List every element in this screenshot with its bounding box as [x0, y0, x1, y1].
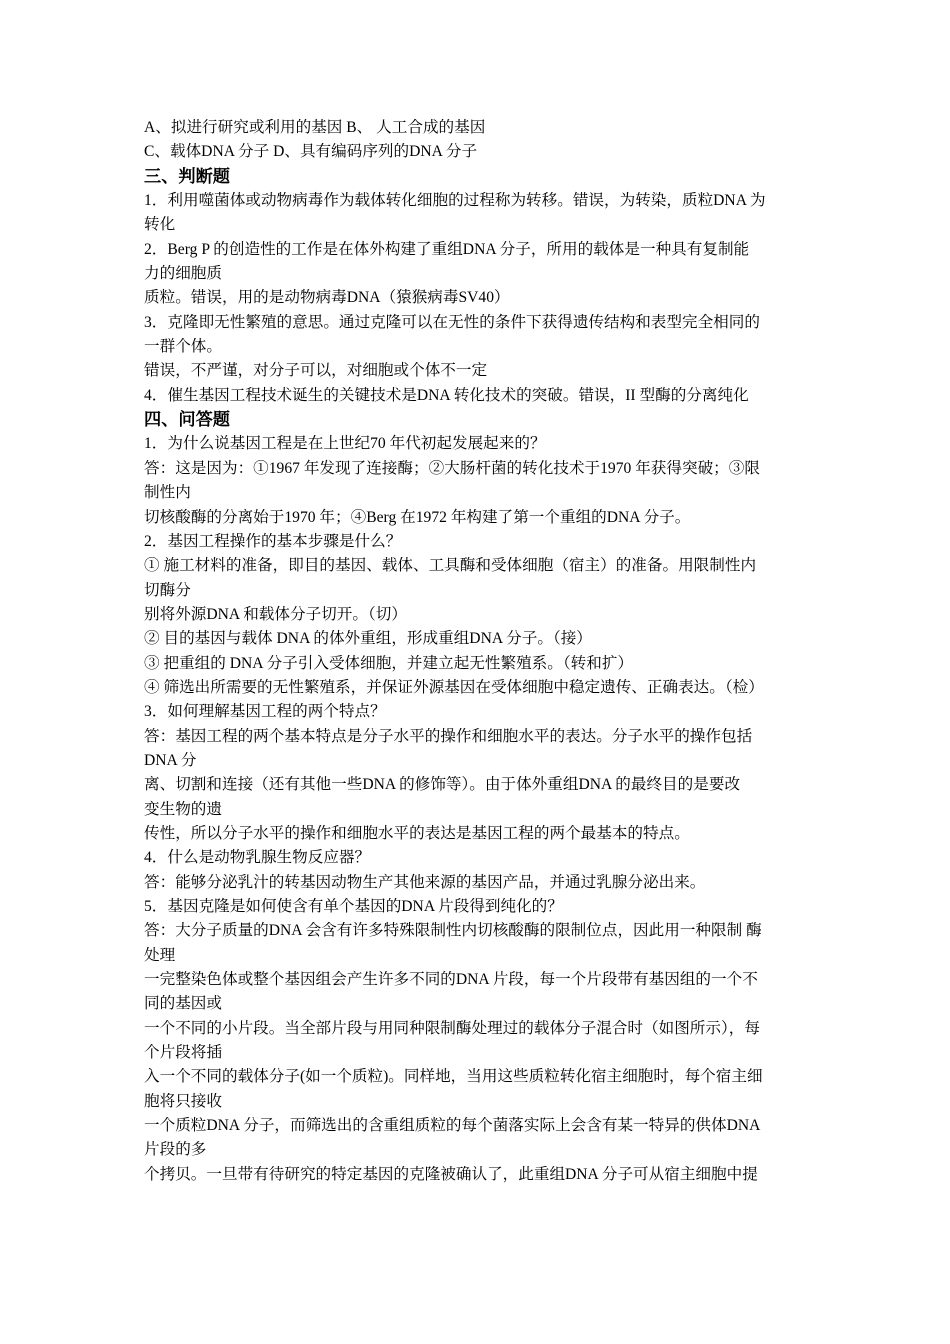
- text-line: ① 施工材料的准备，即目的基因、载体、工具酶和受体细胞（宿主）的准备。用限制性内: [144, 557, 757, 575]
- text-line: 变生物的遗: [144, 800, 222, 818]
- text-line: 力的细胞质: [144, 265, 222, 283]
- section-heading: 三、判断题: [144, 166, 230, 186]
- text-line: 答：大分子质量的DNA 会含有许多特殊限制性内切核酸酶的限制位点，因此用一种限制 酶: [144, 922, 762, 940]
- text-line: 切核酸酶的分离始于1970 年；④Berg 在1972 年构建了第一个重组的DNA 分子。: [144, 508, 691, 526]
- text-line: 离、切割和连接（还有其他一些DNA 的修饰等）。由于体外重组DNA 的最终目的是要改: [144, 776, 741, 794]
- document-body: [144, 116, 810, 1187]
- text-line: 1．为什么说基因工程是在上世纪70 年代初起发展起来的？: [144, 435, 546, 453]
- text-line: 答：这是因为：①1967 年发现了连接酶；②大肠杆菌的转化技术于1970 年获得突破；③限: [144, 459, 760, 477]
- text-line: 答：基因工程的两个基本特点是分子水平的操作和细胞水平的表达。分子水平的操作包括: [144, 727, 753, 745]
- text-line: 答：能够分泌乳汁的转基因动物生产其他来源的基因产品，并通过乳腺分泌出来。: [144, 873, 706, 891]
- section-heading: 四、问答题: [144, 410, 230, 430]
- text-line: C、载体DNA 分子 D、具有编码序列的DNA 分子: [144, 143, 478, 161]
- text-line: 3．如何理解基因工程的两个特点？: [144, 703, 386, 721]
- text-line: 错误，不严谨，对分子可以，对细胞或个体不一定: [144, 362, 488, 380]
- text-line: 切酶分: [144, 581, 191, 599]
- text-line: 片段的多: [144, 1141, 207, 1159]
- text-line: 1．利用噬菌体或动物病毒作为载体转化细胞的过程称为转移。错误，为转染，质粒DNA 为: [144, 192, 766, 210]
- text-line: ④ 筛选出所需要的无性繁殖系，并保证外源基因在受体细胞中稳定遗传、正确表达。（检）: [144, 678, 764, 696]
- text-line: 别将外源DNA 和载体分子切开。（切）: [144, 605, 407, 623]
- text-line: 个拷贝。一旦带有待研究的特定基因的克隆被确认了，此重组DNA 分子可从宿主细胞中提: [144, 1165, 758, 1183]
- text-line: 4．什么是动物乳腺生物反应器？: [144, 849, 371, 867]
- text-line: 一个不同的小片段。当全部片段与用同种限制酶处理过的载体分子混合时（如图所示），每: [144, 1019, 760, 1037]
- text-line: 一群个体。: [144, 338, 222, 356]
- text-line: 处理: [144, 946, 176, 964]
- text-line: A、拟进行研究或利用的基因 B、 人工合成的基因: [144, 119, 486, 136]
- text-line: 质粒。错误，用的是动物病毒DNA（猿猴病毒SV40）: [144, 289, 510, 307]
- text-line: DNA 分: [144, 751, 197, 769]
- text-line: 5．基因克隆是如何使含有单个基因的DNA 片段得到纯化的？: [144, 898, 563, 915]
- text-line: 转化: [144, 216, 176, 234]
- text-line: 一个质粒DNA 分子，而筛选出的含重组质粒的每个菌落实际上会含有某一特异的供体DNA: [144, 1117, 761, 1135]
- text-line: 制性内: [144, 484, 191, 502]
- text-line: 入一个不同的载体分子(如一个质粒)。同样地，当用这些质粒转化宿主细胞时，每个宿主细: [144, 1068, 763, 1086]
- text-line: 同的基因或: [144, 995, 222, 1013]
- text-line: ② 目的基因与载体 DNA 的体外重组，形成重组DNA 分子。（接）: [144, 630, 592, 648]
- text-line: 传性，所以分子水平的操作和细胞水平的表达是基因工程的两个最基本的特点。: [144, 824, 690, 842]
- text-line: 4．催生基因工程技术诞生的关键技术是DNA 转化技术的突破。错误，II 型酶的分离纯化: [144, 386, 749, 404]
- text-line: ③ 把重组的 DNA 分子引入受体细胞，并建立起无性繁殖系。（转和扩）: [144, 654, 634, 672]
- text-line: 一完整染色体或整个基因组会产生许多不同的DNA 片段，每一个片段带有基因组的一个不: [144, 971, 758, 989]
- text-line: 3．克隆即无性繁殖的意思。通过克隆可以在无性的条件下获得遗传结构和表型完全相同的: [144, 313, 760, 331]
- text-line: 胞将只接收: [144, 1092, 222, 1110]
- text-line: 2．基因工程操作的基本步骤是什么？: [144, 532, 402, 550]
- text-line: 个片段将插: [144, 1044, 222, 1062]
- text-line: 2．Berg P 的创造性的工作是在体外构建了重组DNA 分子，所用的载体是一种具有复制能: [144, 240, 750, 258]
